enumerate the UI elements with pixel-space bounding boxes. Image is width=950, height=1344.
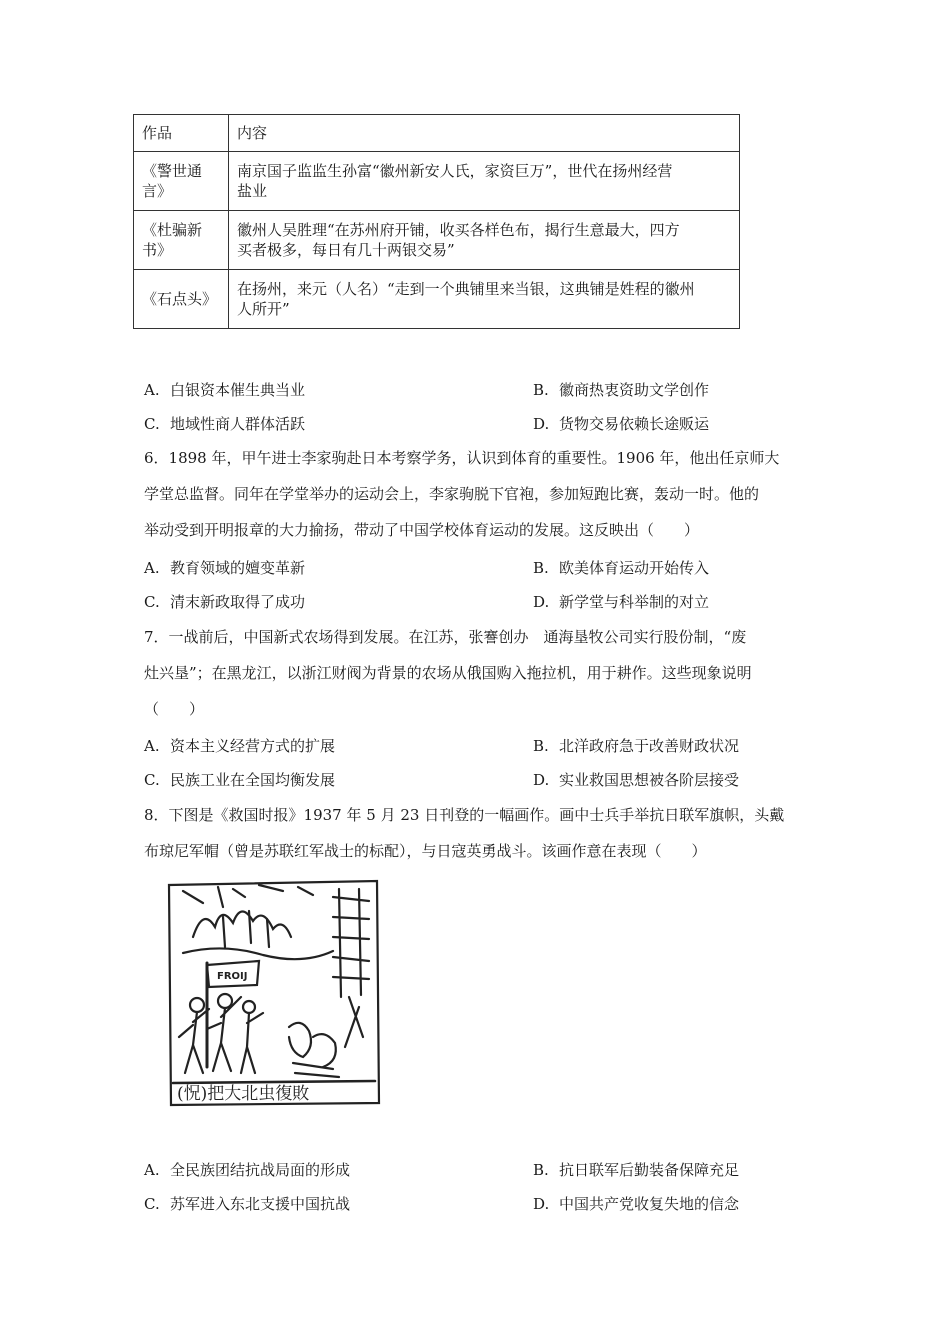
- table-row: [134, 211, 740, 270]
- work-cell: 《石点头》: [134, 270, 229, 329]
- soldier-head: [190, 998, 204, 1012]
- woodcut-svg: [163, 877, 385, 1121]
- content-cell: 徽州人吴胜理“在苏州府开铺，收买各样色布，揭行生意最大，四方 买者极多，每日有几十两银交易”: [229, 211, 740, 270]
- q8-option-d[interactable]: D. 中国共产党收复失地的信念: [533, 1195, 740, 1213]
- q8-option-c[interactable]: C. 苏军进入东北支援中国抗战: [144, 1195, 351, 1213]
- work-cell: 《警世通 言》: [134, 152, 229, 211]
- sky-lines: [183, 885, 313, 907]
- q7-option-a[interactable]: A. 资本主义经营方式的扩展: [144, 737, 336, 755]
- frame-border: [169, 881, 379, 1105]
- q6-option-d[interactable]: D. 新学堂与科举制的对立: [533, 593, 710, 611]
- work-cell: 《杜骗新 书》: [134, 211, 229, 270]
- explosion-strokes: [193, 911, 291, 937]
- q7-option-d[interactable]: D. 实业救国思想被各阶层接受: [533, 771, 740, 789]
- q5-option-d[interactable]: D. 货物交易依赖长途贩运: [533, 415, 710, 433]
- q7-option-c[interactable]: C. 民族工业在全国均衡发展: [144, 771, 336, 789]
- content-cell: 在扬州，来元（人名）“走到一个典铺里来当银，这典铺是姓程的徽州 人所开”: [229, 270, 740, 329]
- works-table: [133, 114, 740, 329]
- q5-option-c[interactable]: C. 地域性商人群体活跃: [144, 415, 306, 433]
- enemy-figure: [289, 1023, 311, 1057]
- table-row: [134, 270, 740, 329]
- q5-option-b[interactable]: B. 徽商热衷资助文学创作: [533, 381, 710, 399]
- content-cell: 南京国子监监生孙富“徽州新安人氏，家资巨万”，世代在扬州经营 盐业: [229, 152, 740, 211]
- exam-page: 作品 内容 《警世通 言》 南京国子监监生孙富“徽州新安人氏，家资巨万”，世代在扬州经营 盐业 《杜骗新 书》 徽州人吴胜理“在苏州府开铺，收买各样色布，揭行生意最大，四方 买者极多，每日有几十两银交易” 《石点头》 在扬州，来元（人名）“走到一个典铺里来当银，这典铺是姓程的徽州 人所开” A. 白银资本催生典当业 B. 徽商热衷资助文学创作 C. 地域性商人群体活跃 D. 货物交易依赖长途贩运 6．1898 年，甲午进士李家驹赴日本考察学务，认识到体育的重要性。1906 年，他出任京师大 学堂总监督。同年在学堂举办的运动会上，李家驹脱下官袍，参加短跑比赛，轰动一时。他的 举动受到开明报章的大力揄扬，带动了中国学校体育运动的发展。这反映出（ ） A. 教育领域的嬗变革新 B. 欧美体育运动开始传入 C. 清末新政取得了成功 D. 新学堂与科举制的对立 7．一战前后，中国新式农场得到发展。在江苏，张謇创办 通海垦牧公司实行股份制，“废 灶兴垦”；在黑龙江，以浙江财阀为背景的农场从俄国购入拖拉机，用于耕作。这些现象说明 （ ） A. 资本主义经营方式的扩展 B. 北洋政府急于改善财政状况 C. 民族工业在全国均衡发展 D. 实业救国思想被各阶层接受 8．下图是《救国时报》1937 年 5 月 23 日刊登的一幅画作。画中士兵手举抗日联军旗帜，头戴 布琼尼军帽（曾是苏联红军战士的标配），与日寇英勇战斗。该画作意在表现（ ） FROIJ (怳)把大北虫復敗 A. 全民族团结抗战局面的形成 B. 抗日联军后勤装备保障充足 C. 苏军进入东北支援中国抗战 D. 中国共产党收复失地的信念: [0, 0, 950, 1344]
- q6-option-c[interactable]: C. 清末新政取得了成功: [144, 593, 306, 611]
- woodcut-illustration: [163, 877, 385, 1121]
- header-cell-work: 作品: [134, 115, 229, 152]
- q7-option-b[interactable]: B. 北洋政府急于改善财政状况: [533, 737, 740, 755]
- table-header-row: [134, 115, 740, 152]
- q6-option-a[interactable]: A. 教育领域的嬗变革新: [144, 559, 306, 577]
- q8-option-b[interactable]: B. 抗日联军后勤装备保障充足: [533, 1161, 740, 1179]
- table-row: [134, 152, 740, 211]
- q5-option-a[interactable]: A. 白银资本催生典当业: [144, 381, 306, 399]
- ground-line: [173, 1081, 375, 1083]
- q6-option-b[interactable]: B. 欧美体育运动开始传入: [533, 559, 710, 577]
- figure-caption: (怳)把大北虫復敗: [177, 1084, 310, 1104]
- q8-option-a[interactable]: A. 全民族团结抗战局面的形成: [144, 1161, 351, 1179]
- vertical-text-block: [333, 889, 369, 997]
- header-cell-content: 内容: [229, 115, 740, 152]
- flag-text: FROIJ: [217, 971, 248, 982]
